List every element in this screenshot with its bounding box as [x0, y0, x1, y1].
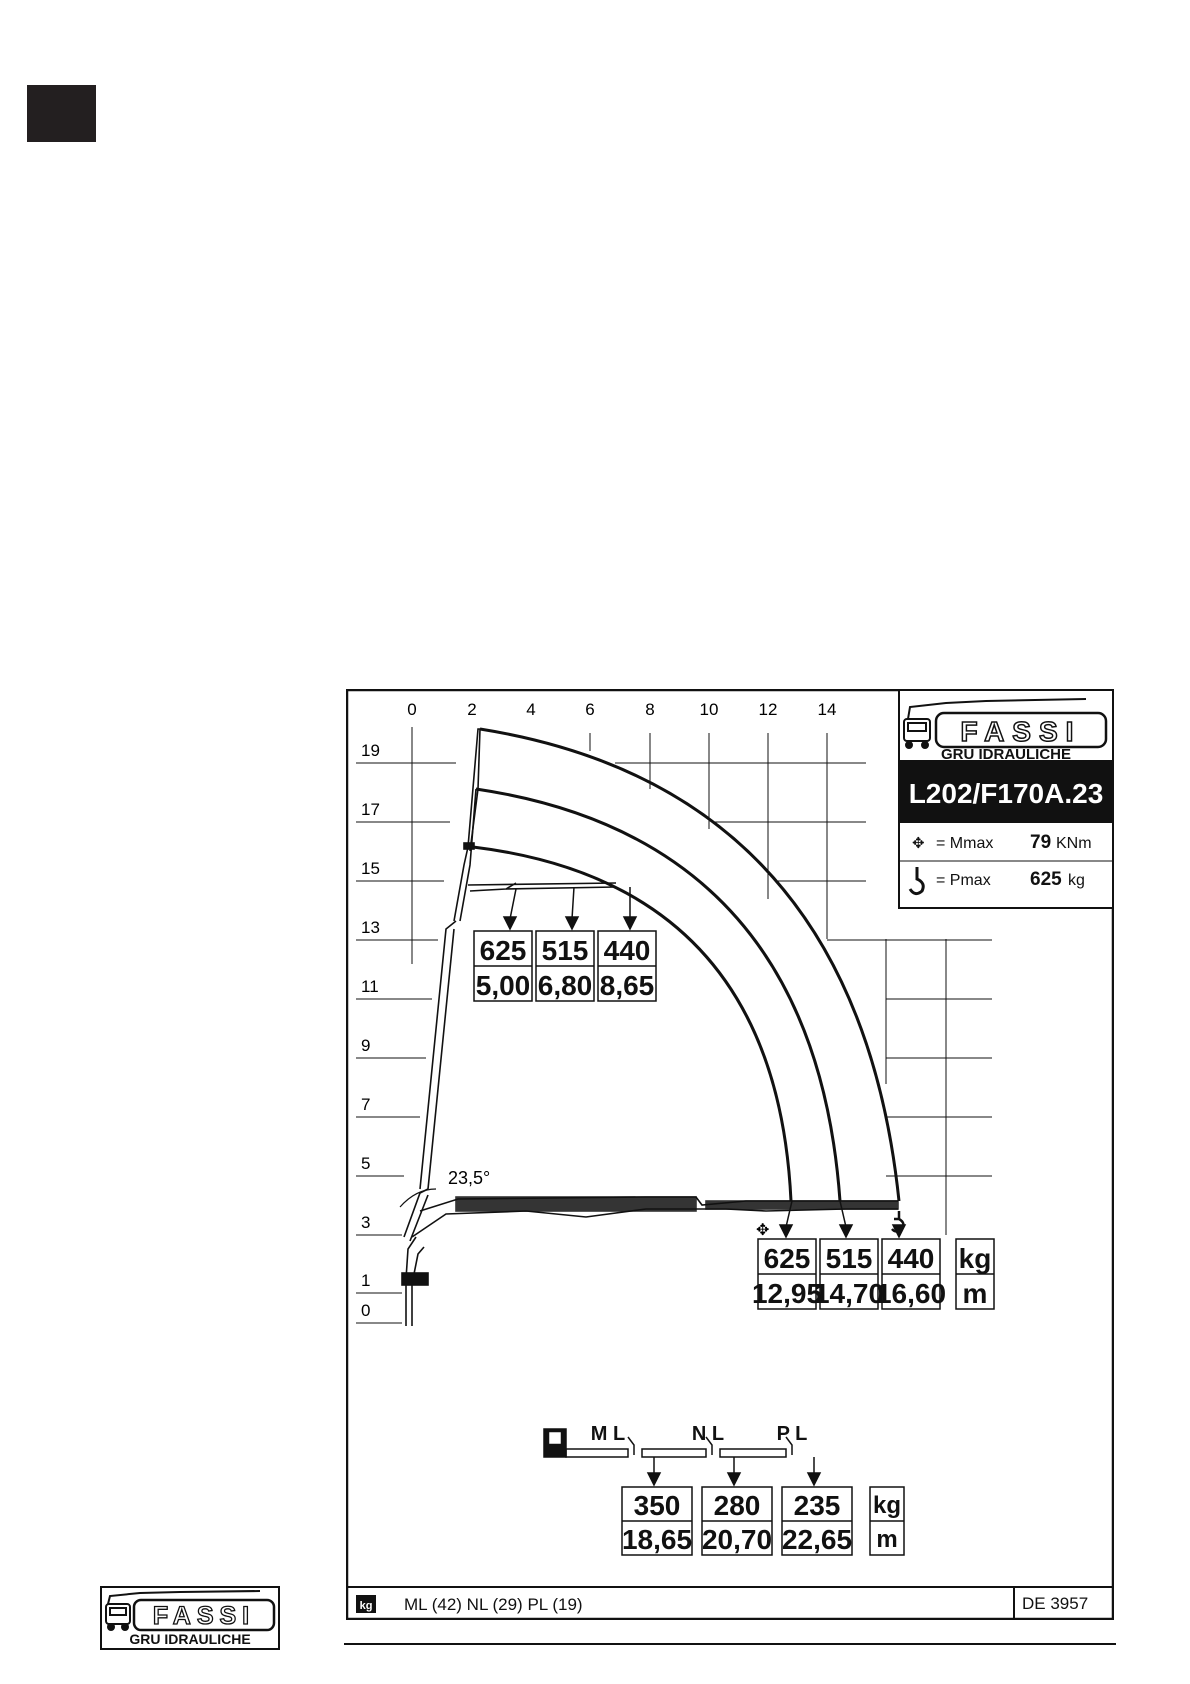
footer-bar — [347, 1587, 1113, 1619]
section-tab — [27, 85, 96, 142]
upper-load-m: 8,65 — [599, 970, 655, 1001]
pmax-unit: kg — [1068, 872, 1085, 889]
y-tick: 5 — [361, 1154, 371, 1173]
upper-load-kg: 625 — [479, 935, 527, 966]
x-tick: 12 — [758, 700, 778, 719]
logo-brand: FASSI — [960, 716, 1082, 747]
extension-label: N L — [691, 1423, 725, 1445]
extension-arrows — [648, 1457, 820, 1485]
footer-logo — [100, 1586, 280, 1650]
y-tick: 3 — [361, 1213, 371, 1232]
extension-label: M L — [590, 1423, 626, 1445]
boom-angle-label: 23,5° — [448, 1168, 491, 1188]
y-axis-ticks — [361, 741, 380, 1320]
logo-subtitle: GRU IDRAULICHE — [941, 746, 1071, 763]
extension-diagram — [544, 1429, 792, 1457]
footer-logo-subtitle: GRU IDRAULICHE — [129, 1631, 251, 1647]
upper-arrows — [504, 887, 636, 929]
lower-load-m: 14,70 — [813, 1278, 885, 1309]
reach-arc-inner — [473, 847, 791, 1201]
model-title: L202/F170A.23 — [908, 778, 1104, 809]
footer-logo-brand: FASSI — [152, 1602, 256, 1630]
upper-load-m: 5,00 — [475, 970, 531, 1001]
y-tick: 17 — [361, 800, 380, 819]
mmax-label: = Mmax — [936, 835, 994, 852]
kg-weight-icon-label: kg — [359, 1600, 373, 1612]
extension-labels — [591, 1423, 808, 1445]
mmax-marker-icon: ✥ — [756, 1222, 770, 1239]
y-tick: 15 — [361, 859, 380, 878]
extension-load-kg: 350 — [633, 1490, 681, 1521]
unit-kg: kg — [958, 1243, 992, 1274]
load-chart-sheet — [346, 689, 1114, 1620]
lower-load-m: 16,60 — [875, 1278, 947, 1309]
y-tick: 19 — [361, 741, 380, 760]
x-tick: 6 — [585, 700, 595, 719]
y-tick: 9 — [361, 1036, 371, 1055]
y-tick: 13 — [361, 918, 380, 937]
upper-load-m: 6,80 — [537, 970, 593, 1001]
reach-arcs — [473, 729, 899, 1201]
x-tick: 10 — [699, 700, 719, 719]
y-tick: 0 — [361, 1301, 371, 1320]
extension-load-m: 22,65 — [781, 1524, 853, 1555]
unit-m: m — [876, 1526, 898, 1553]
lower-load-kg: 440 — [887, 1243, 935, 1274]
mmax-icon: ✥ — [912, 835, 925, 852]
extension-load-m: 20,70 — [701, 1524, 773, 1555]
lower-load-m: 12,95 — [751, 1278, 823, 1309]
extension-load-kg: 280 — [713, 1490, 761, 1521]
x-tick: 8 — [645, 700, 655, 719]
extension-load-kg: 235 — [793, 1490, 841, 1521]
header-box — [899, 690, 1113, 908]
y-tick: 11 — [361, 977, 379, 996]
y-tick: 1 — [361, 1271, 371, 1290]
y-tick: 7 — [361, 1095, 371, 1114]
mmax-value: 79 — [1030, 832, 1052, 853]
upper-load-kg: 440 — [603, 935, 651, 966]
unit-m: m — [962, 1278, 988, 1309]
x-tick: 2 — [467, 700, 477, 719]
x-axis-ticks — [407, 700, 836, 719]
lower-load-kg: 625 — [763, 1243, 811, 1274]
x-tick: 0 — [407, 700, 417, 719]
footer-code: DE 3957 — [1022, 1594, 1089, 1613]
crane-drawing — [400, 729, 898, 1326]
bottom-rule — [344, 1643, 1116, 1645]
x-tick: 4 — [526, 700, 536, 719]
pmax-value: 625 — [1030, 869, 1062, 890]
mmax-unit: KNm — [1056, 835, 1092, 852]
footer-weights: ML (42) NL (29) PL (19) — [404, 1595, 583, 1614]
unit-kg: kg — [872, 1492, 902, 1519]
upper-load-kg: 515 — [541, 935, 589, 966]
extension-load-m: 18,65 — [621, 1524, 693, 1555]
lower-load-kg: 515 — [825, 1243, 873, 1274]
pmax-label: = Pmax — [936, 872, 991, 889]
extension-label: P L — [776, 1423, 808, 1445]
x-tick: 14 — [817, 700, 837, 719]
